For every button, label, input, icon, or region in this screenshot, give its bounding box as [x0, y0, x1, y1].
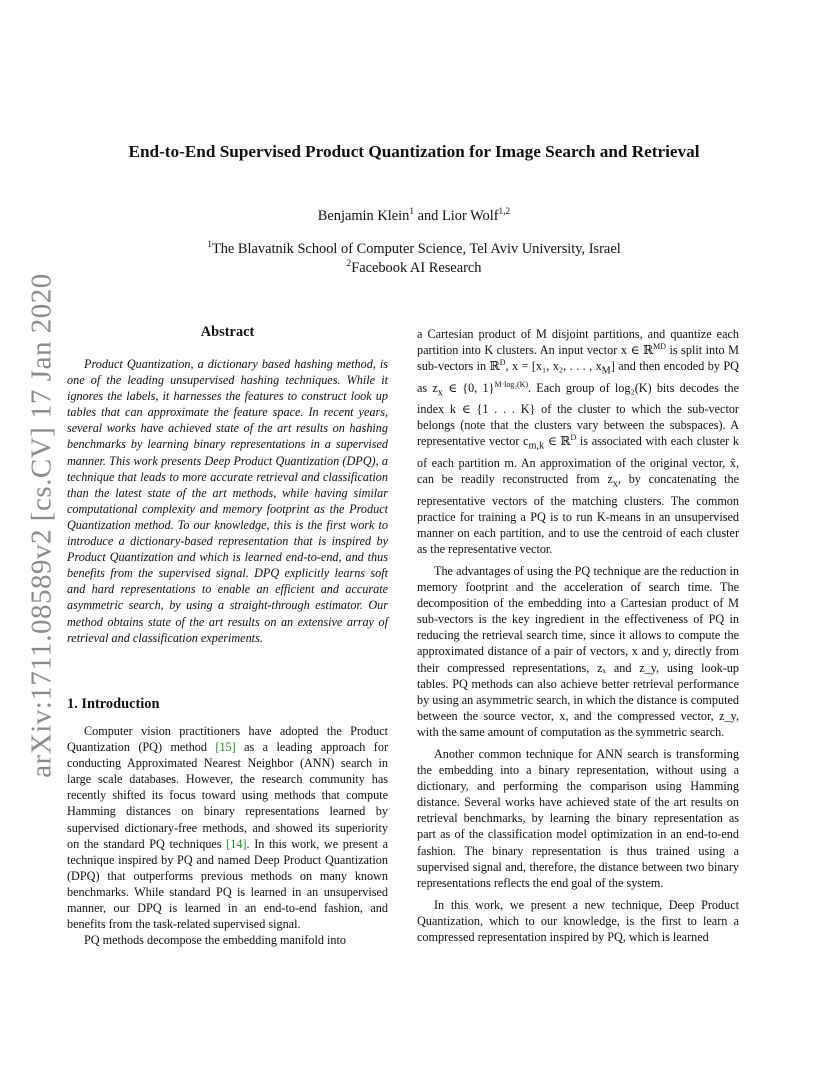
text-run: ∈ {0, 1} — [442, 380, 495, 395]
body-paragraph: In this work, we present a new technique, Deep Product Quantization, which to our knowledge, is the first to learn a compressed representation inspired by PQ, which is learned — [417, 897, 739, 945]
text-run: ∈ ℝ — [544, 434, 571, 449]
math-subscript: x — [437, 387, 443, 399]
text-run: as a leading approach for conducting Approximated Nearest Neighbor (ANN) search in large scale databases. However, the research community has recently shifted its focus toward using methods that compute Hamming distances on binary representations learned by supervised dictionary-free methods, and showed its superiority on the standard PQ techniques — [67, 740, 389, 851]
section-heading-introduction: 1. Introduction — [67, 696, 160, 712]
author-affiliation-mark: 1 — [409, 207, 414, 218]
arxiv-identifier-stamp — [22, 272, 62, 778]
author-name: Benjamin Klein — [317, 208, 410, 224]
math-subscript: m,k — [528, 440, 545, 452]
text-run: , x = [x₁, x₂, . . . , x — [505, 359, 602, 374]
body-paragraph: Another common technique for ANN search is transforming the embedding into a binary representation, without using a dictionary, and performing the comparison using Hamming distance. Several works have achieved state of the art results on retrieval benchmarks, by learning the binary representation as part as of the classification model optimization in an end-to-end fashion. The binary representation is thus trained using a supervised signal and, therefore, the distance between two binary representations reflects the end goal of the system. — [417, 747, 739, 890]
math-superscript: D — [499, 358, 506, 368]
abstract-body — [67, 356, 388, 646]
affiliation-text: The Blavatnik School of Computer Science, Tel Aviv University, Israel — [211, 241, 621, 257]
citation-link[interactable]: [15] — [215, 740, 236, 755]
author-line — [0, 208, 828, 225]
text-run: , by concatenating the representative vectors of the matching clusters. The common practice for training a PQ is to run K-means in an unsupervised manner on each partition, and to use the centroid of each cluster as the representative vector. — [417, 472, 739, 556]
right-column-body — [417, 326, 739, 945]
text-run: is associated with each cluster k of each partition m. An approximation of the original vector, x̃, can be readily reconstructed from z — [417, 434, 739, 487]
paper-title: End-to-End Supervised Product Quantization for Image Search and Retrieval — [128, 142, 700, 161]
math-subscript: x — [612, 478, 618, 490]
introduction-body — [67, 723, 388, 948]
text-run: . Each group of log₂(K) bits decodes the index k ∈ {1 . . . K} of the cluster to which the sub-vector belongs (note that the clusters vary between the subspaces). A representative vector c — [417, 380, 739, 449]
arxiv-identifier-text: arXiv:1711.08589v2 [cs.CV] 17 Jan 2020 — [25, 272, 58, 778]
body-paragraph — [67, 723, 388, 932]
abstract-paragraph: Product Quantization, a dictionary based hashing method, is one of the leading unsupervised hashing techniques. While it ignores the labels, it harnesses the features to construct look up tables that can approximate the feature space. In recent years, several works have achieved state of the art results on hashing benchmarks by learning binary representations in a supervised manner. This work presents Deep Product Quantization (DPQ), a technique that leads to more accurate retrieval and classification than the latest state of the art methods, while having similar computational complexity and memory footprint as the Product Quantization method. To our knowledge, this is the first work to introduce a dictionary-based representation that is inspired by Product Quantization and which is learned end-to-end, and thus benefits from the supervised signal. DPQ explicitly learns soft and hard representations to enable an efficient and accurate asymmetric search, by using a straight-through estimator. Our method obtains state of the art results on an extensive array of retrieval and classification experiments. — [67, 357, 388, 645]
citation-link[interactable]: [14] — [226, 836, 247, 851]
body-paragraph: PQ methods decompose the embedding manifold into — [84, 933, 346, 948]
text-run: is split into M sub-vectors in ℝ — [417, 343, 739, 374]
affiliation-mark: 2 — [346, 259, 352, 270]
body-paragraph — [417, 326, 739, 557]
math-superscript: M·log₂(K) — [494, 379, 529, 389]
author-affiliation-mark: 1,2 — [498, 207, 511, 218]
author-conjunction: and — [414, 208, 442, 224]
author-name: Lior Wolf — [441, 208, 499, 224]
math-superscript: MD — [653, 342, 666, 352]
math-subscript: M — [601, 365, 611, 377]
affiliation-line — [0, 241, 828, 258]
text-run: Computer vision practitioners have adopted the Product Quantization (PQ) method — [67, 724, 388, 755]
body-paragraph: The advantages of using the PQ technique are the reduction in memory footprint and the acceleration of search time. The decomposition of the embedding into a Cartesian product of M sub-vectors is the key ingredient in the effectiveness of PQ in reducing the retrieval search time, since it allows to compute the approximated distance of a pair of vectors, x and y, directly from their compressed representations, zₓ and z_y, using look-up tables. PQ methods can also achieve better retrieval performance by using an asymmetric search, in which the distance is computed between the source vector, x, and the compressed vector, z_y, with the same amount of computation as the symmetric search. — [417, 563, 739, 739]
math-superscript: D — [570, 433, 577, 443]
text-run: ] and then encoded by PQ as z — [417, 359, 739, 395]
affiliation-text: Facebook AI Research — [351, 260, 482, 276]
text-run: a Cartesian product of M disjoint partitions, and quantize each partition into K clusters. An input vector x ∈ ℝ — [417, 327, 739, 358]
affiliation-mark: 1 — [207, 240, 212, 251]
abstract-heading: Abstract — [200, 324, 255, 340]
text-run: . In this work, we present a technique inspired by PQ and named Deep Product Quantization (DPQ) that outperforms previous methods on many known benchmarks. While standard PQ is learned in an unsupervised manner, our DPQ is learned in an end-to-end fashion, and benefits from the task-related supervised signal. — [67, 836, 388, 932]
affiliation-line — [0, 260, 828, 277]
